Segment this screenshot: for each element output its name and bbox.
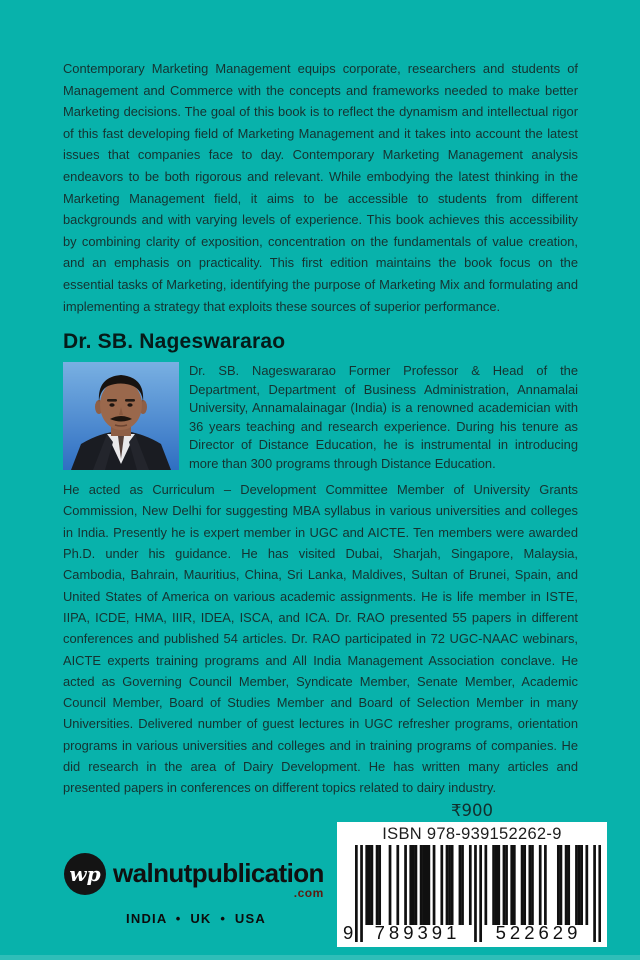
barcode-digits-right: 522629 [495, 921, 582, 943]
author-bio-body: He acted as Curriculum – Development Committee Member of University Grants Commission, New Delhi for suggesting MBA syllabus in various universities and colleges in India. Presently he is expert member in UGC and AICTE. Ten members were awarded Ph.D. under his guidance. He has visited Dubai, Sharjah, Singapore, Malaysia, Cambodia, Bahrain, Mauritius, China, Sri Lanka, Maldives, Sultan of Brunei, Spain, and United States of America on various academic assignments. He is life member in ISTE, IIPA, ICDE, HMA, IIIR, IDEA, ISCA, and ICA. Dr. RAO presented 55 papers in different conferences and published 54 articles. Dr. RAO participated in 72 UGC-NAAC webinars, AICTE experts training programs and All India Management Association conclave. He acted as Governing Council Member, Syndicate Member, Senate Member, Academic Council Member, Board of Studies Member and Board of Selection Member in many Universities. Delivered number of guest lectures in UGC refresher programs, orientation programs in various universities and colleges and in training programs of companies. He did research in the area of Dairy Development. He has written many articles and presented papers in conferences on different topics related to dairy industry. [63, 482, 578, 796]
publisher-logo-block [64, 853, 328, 926]
synopsis-paragraph: Contemporary Marketing Management equips corporate, researchers and students of Management and Commerce with the concepts and frameworks needed to make better Marketing decisions. The goal of this book is to reflect the dynamism and intellectual rigor of this fast developing field of Marketing Management and it takes into account the latest issues that companies face to day. Contemporary Marketing Management analysis endeavors to be both rigorous and relevant. While embodying the latest thinking in the Marketing Management field, it aims to be accessible to students from different backgrounds and with varying levels of experience. This book achieves this accessibility by combining clarity of exposition, concentration on the fundamentals of value creation, and an emphasis on practicality. This first edition maintains the book focus on the essential tasks of Marketing, identifying the purpose of Marketing Mix and formulating and implementing a strategy that exploits these sources of superior performance. [63, 61, 578, 314]
publisher-monogram-icon [64, 853, 106, 895]
publisher-monogram-text: wp [69, 861, 101, 886]
barcode-digits-left: 789391 [374, 921, 461, 943]
author-bio-intro: Dr. SB. Nageswararao Former Professor & Head of the Department, Department of Business Administration, Annamalai University, Annamalainagar (India) is a renowned academician with 36 years teaching and research experience. During his tenure as Director of Distance Education, he is instrumental in introducing more than 300 programs through Distance Education. [189, 363, 578, 471]
author-portrait-icon [63, 362, 179, 470]
author-photo [63, 362, 179, 470]
price-label: ₹900 [451, 800, 493, 820]
publisher-wordmark [113, 858, 324, 901]
page-bottom-edge [0, 955, 640, 960]
publisher-domain-suffix: .com [293, 886, 324, 901]
publisher-logo-row [64, 853, 328, 901]
barcode-bars-area [343, 845, 601, 942]
publisher-countries: INDIA • UK • USA [126, 910, 266, 926]
author-section [63, 330, 578, 798]
publisher-name: walnutpublication [113, 858, 324, 889]
isbn-barcode-panel [337, 822, 607, 947]
author-bio-intro-row [63, 362, 578, 473]
bottom-section [63, 800, 582, 960]
isbn-label: ISBN 978-939152262-9 [382, 824, 562, 843]
author-name-heading: Dr. SB. Nageswararao [63, 330, 286, 354]
barcode-digit-prefix: 9 [343, 921, 354, 943]
